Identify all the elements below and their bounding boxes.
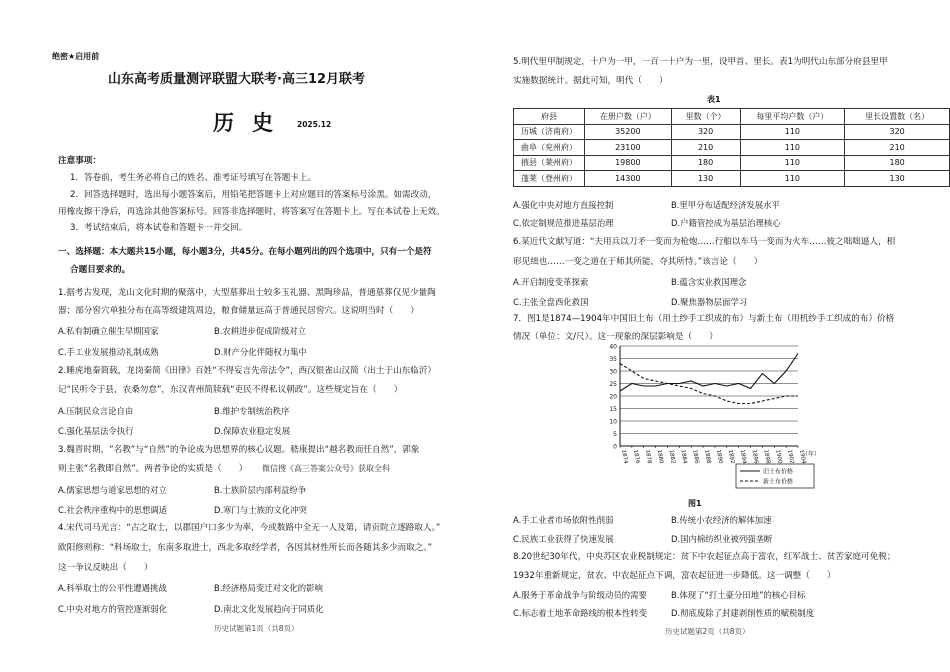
page-footer: 历史试题第1页（共8页） [214, 624, 299, 633]
x-tick-label: 1896 [750, 449, 759, 465]
question-text: 器；部分窖穴单独分布在高等级建筑周边，粮食储量远高于普通民居窖穴。这说明当时（ ） [58, 306, 419, 316]
notice-item-2-cont: 用橡皮擦干净后，再选涂其他答案标号。回答非选择题时，将答案写在答题卡上。写在本试卷上无效。 [58, 207, 445, 217]
option-a: A.强化中央对地方直接控制 [513, 200, 614, 210]
table-cell: 110 [740, 155, 845, 171]
notice-item-3: 3．考试结束后，将本试卷和答题卡一并交回。 [70, 223, 248, 233]
y-tick-label: 10 [609, 418, 617, 426]
x-tick-label: 1876 [631, 449, 641, 465]
notice-item-2: 2．回答选择题时，选出每小题答案后，用铅笔把答题卡上对应题目的答案标号涂黑。如需改动， [70, 190, 437, 200]
table-cell: 180 [671, 155, 740, 171]
table-cell: 210 [671, 140, 740, 156]
question-text: 1932年重新规定，贫农、中农起征点下调，富农起征进一步降低。这一调整（ ） [513, 571, 836, 581]
option-b: B.传统小农经济的解体加速 [671, 515, 772, 525]
option-b: B.经济格局变迁对文化的影响 [214, 583, 323, 593]
section-heading-cont: 合题目要求的。 [70, 265, 131, 275]
x-tick-label: 1878 [643, 449, 653, 465]
x-tick-label: 1900 [774, 449, 783, 465]
table-header-cell: 里长设置数（名） [845, 109, 950, 125]
option-b: B.体现了“打土豪分田地”的核心目标 [671, 590, 806, 600]
question-text: 欧阳修则称：“科场取士，东南多取进士，西北多取经学者，各因其材性所长而各随其多少而取之。” [58, 543, 433, 553]
x-tick-label: 1886 [691, 449, 700, 465]
price-line-chart [600, 340, 840, 490]
figure-caption: 图1 [688, 499, 702, 508]
x-tick-label: 1892 [726, 449, 736, 465]
question-text: 4.宋代司马光言：“古之取士，以郡国户口多少为率，今或数路中全无一人及第，请贡院立逐路取人。” [58, 523, 441, 533]
option-d: D.彻底废除了封建剥削性质的赋税制度 [671, 608, 815, 618]
y-tick-label: 15 [609, 406, 617, 413]
question-text: 实施数据统计。据此可知，明代（ ） [513, 76, 668, 86]
option-b: B.农耕进步促成阶级对立 [214, 326, 307, 336]
table-header-cell: 里数（个） [671, 109, 740, 125]
table-cell: 掖县（莱州府） [514, 155, 585, 171]
table-row [514, 124, 950, 140]
question-text: 情况（单位：文/尺）。这一现象的深层影响是（ ） [513, 332, 718, 342]
table-caption: 表1 [707, 95, 721, 104]
page-footer: 历史试题第2页（共8页） [665, 627, 750, 636]
y-tick-label: 35 [609, 356, 617, 363]
table-cell: 曲阜（兖州府） [514, 140, 585, 156]
table-header-row [514, 109, 950, 125]
table-cell: 320 [845, 124, 950, 140]
x-axis-suffix: （年） [802, 451, 821, 458]
question-text: 8.20世纪30年代，中央苏区农业税制规定：贫下中农起征点高于富农，红军战士、贫苦家庭可免税； [513, 552, 896, 562]
chart-grid [620, 346, 798, 434]
legend-label: 旧土布价格 [763, 468, 794, 476]
table-header-cell: 每里平均户数（户） [740, 109, 845, 125]
question-text: 5.明代里甲制规定，十户为一甲，一百一十户为一里，设甲首、里长。表1为明代山东部分府县里甲 [513, 57, 888, 67]
x-tick-label: 1884 [679, 449, 688, 465]
x-tick-label: 1898 [762, 449, 771, 465]
option-b: B.里甲分布适配经济发展水平 [671, 200, 780, 210]
y-axis-ticks [609, 344, 617, 451]
question-text: 7．图1是1874—1904年中国旧土布（用土纱手工织成的布）与新土布（用机纱手工织成的布）价格 [513, 314, 895, 324]
table-cell: 320 [671, 124, 740, 140]
series-line-old-cloth [620, 354, 798, 392]
question-text: 2.睡虎地秦简载，龙岗秦简《田律》百姓“不得妄言先帝法令”，西汉银雀山汉简（出土于山东临沂） [58, 366, 437, 376]
option-d: D.南北文化发展趋向于同质化 [214, 604, 324, 614]
option-c: C.标志着土地革命路线的根本性转变 [513, 608, 648, 618]
option-a: A.开启制度变革探索 [513, 277, 589, 287]
x-tick-label: 1890 [714, 449, 724, 465]
option-d: D.国内棉纺织业被列强垄断 [671, 534, 773, 544]
table-cell: 35200 [584, 124, 671, 140]
option-a: A.手工业者市场依附性削弱 [513, 515, 614, 525]
option-c: C.民族工业获得了快速发展 [513, 534, 614, 544]
table-cell: 历城（济南府） [514, 124, 585, 140]
data-table [513, 108, 950, 187]
table-cell: 19800 [584, 155, 671, 171]
x-tick-label: 1880 [655, 449, 664, 465]
option-c: C.手工业发展推动礼制成熟 [58, 347, 159, 357]
option-c: C.依定制规范推进基层治理 [513, 218, 614, 228]
y-tick-label: 0 [613, 443, 617, 451]
table-cell: 110 [740, 171, 845, 187]
watermark-text: 微信搜《高三答案公众号》获取全科 [262, 464, 390, 473]
option-b: B.维护专制统治秩序 [214, 406, 290, 416]
option-b: B.士族阶层内部利益纷争 [214, 485, 307, 495]
x-tick-label: 1888 [703, 449, 712, 465]
question-text: 3.魏晋时期，“名教”与“自然”的争论成为思想界的核心议题。嵇康提出“越名教而任自然”，郭象 [58, 445, 420, 455]
section-heading: 一、选择题：本大题共15小题，每小题3分，共45分。在每小题列出的四个选项中，只有一个是符 [58, 247, 432, 257]
y-tick-label: 40 [609, 343, 617, 351]
chart-legend [736, 464, 814, 488]
table-cell: 蓬莱（登州府） [514, 171, 585, 187]
question-text: 记“民听令于县，农桑勿怠”，东汉青州简牍载“吏民不得私议朝政”。这些规定旨在（ ） [58, 385, 403, 395]
option-d: D.户籍管控成为基层治理核心 [671, 218, 781, 228]
subject-title: 历史 [213, 110, 291, 135]
y-tick-label: 5 [613, 431, 617, 438]
option-c: C.社会秩序重构中的思想调适 [58, 505, 168, 515]
question-text: 这一争议反映出（ ） [58, 563, 153, 573]
table-header-cell: 府县 [514, 109, 585, 125]
table-cell: 210 [845, 140, 950, 156]
question-text: 则主张“名教即自然”。两者争论的实质是（ ） [58, 464, 248, 474]
table-cell: 23100 [584, 140, 671, 156]
table-cell: 130 [845, 171, 950, 187]
option-c: C.中央对地方的管控逐渐弱化 [58, 604, 168, 614]
legend-label: 新土布价格 [763, 478, 794, 486]
table-cell: 130 [671, 171, 740, 187]
option-b: B.蕴含实业救国理念 [671, 277, 747, 287]
question-text: 6.某近代文献写道：“夫用兵以刀矛一变而为枪炮……行舶以车马一变而为火车……彼之咄咄逼人，相 [513, 237, 896, 247]
table-row [514, 155, 950, 171]
option-d: D.财产分化伴随权力集中 [214, 347, 307, 357]
table-cell: 180 [845, 155, 950, 171]
table-cell: 14300 [584, 171, 671, 187]
question-text: 1.据考古发现，龙山文化时期的聚落中，大型墓葬出土较多玉礼器、黑陶珍品，普通墓葬仅见少量陶 [58, 288, 436, 298]
x-tick-label: 1904 [798, 449, 807, 465]
option-d: D.寒门与士族的文化冲突 [214, 505, 307, 515]
question-text: 形见绌也……一变之道在于师其所能，夺其所恃。”该言论（ ） [513, 257, 763, 267]
table-cell: 110 [740, 140, 845, 156]
x-tick-label: 1894 [738, 449, 748, 465]
y-tick-label: 20 [609, 393, 617, 401]
notice-item-1: 1．答卷前，考生务必将自己的姓名、准考证号填写在答题卡上。 [70, 173, 317, 183]
confidential-mark: 绝密★启用前 [52, 52, 100, 61]
exam-title: 山东高考质量测评联盟大联考·高三12月联考 [108, 72, 366, 87]
option-c: C.强化基层法令执行 [58, 426, 134, 436]
x-axis-ticks [620, 446, 820, 465]
y-tick-label: 25 [609, 381, 617, 388]
option-d: D.保障农业稳定发展 [214, 426, 291, 436]
option-a: A.私有制确立催生早期国家 [58, 326, 159, 336]
exam-date: 2025.12 [297, 120, 332, 129]
y-tick-label: 30 [609, 368, 617, 376]
option-a: A.科举取士的公平性遭遇挑战 [58, 583, 167, 593]
notice-heading: 注意事项： [58, 156, 101, 166]
x-tick-label: 1882 [667, 449, 676, 465]
option-d: D.聚焦器物层面学习 [671, 297, 748, 307]
option-a: A.儒家思想与道家思想的对立 [58, 485, 167, 495]
x-tick-label: 1902 [786, 449, 795, 465]
option-c: C.主张全盘西化救国 [513, 297, 589, 307]
right-column [475, 0, 950, 672]
table-row [514, 140, 950, 156]
x-tick-label: 1874 [620, 449, 629, 465]
table-header-cell: 在册户数（户） [584, 109, 671, 125]
table-row [514, 171, 950, 187]
table-cell: 110 [740, 124, 845, 140]
option-a: A.服务于革命战争与阶级动员的需要 [513, 590, 647, 600]
option-a: A.压制民众言论自由 [58, 406, 134, 416]
